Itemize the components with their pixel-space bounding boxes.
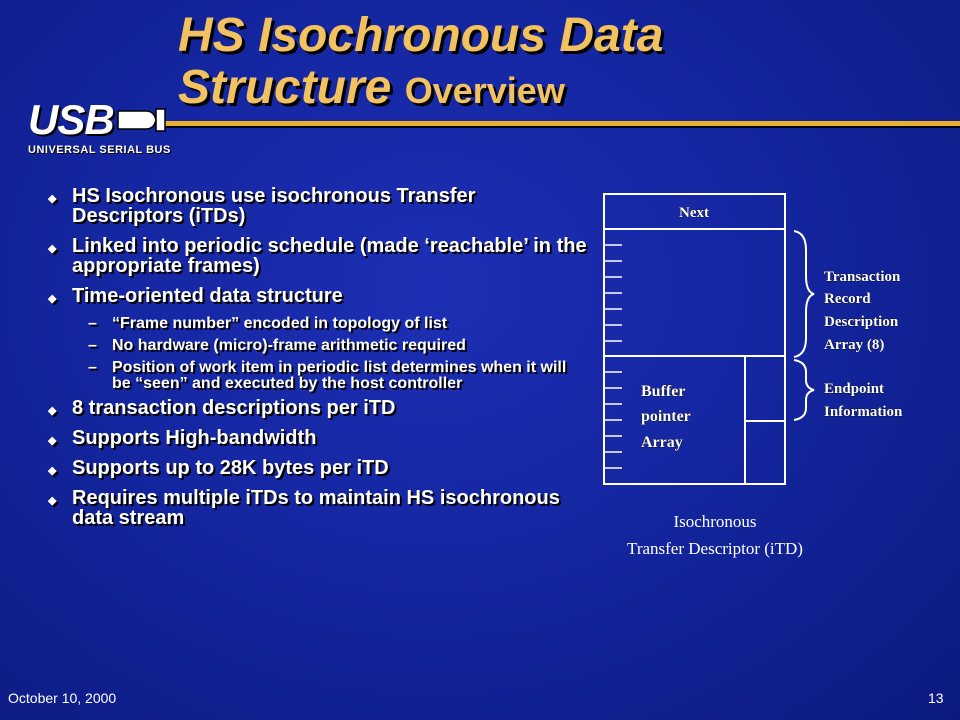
transaction-brace bbox=[794, 231, 814, 357]
diamond-bullet-icon: ◆ bbox=[48, 435, 57, 447]
footer-date: October 10, 2000 bbox=[8, 690, 117, 706]
buffer-label-3: Array bbox=[641, 434, 683, 451]
caption-line-1: Isochronous bbox=[673, 512, 757, 531]
endpoint-label-2: Information bbox=[824, 404, 903, 420]
transaction-label-3: Description bbox=[824, 314, 899, 330]
bullet-text: Time-oriented data structure bbox=[72, 285, 343, 307]
diamond-bullet-icon: ◆ bbox=[48, 293, 57, 305]
buffer-ticks bbox=[604, 372, 622, 468]
transaction-label-1: Transaction bbox=[824, 269, 901, 285]
title-line-1: HS Isochronous Data bbox=[178, 9, 664, 62]
bullet-text: 8 transaction descriptions per iTD bbox=[72, 397, 396, 419]
diamond-bullet-icon: ◆ bbox=[48, 243, 57, 255]
title-line-2: Structure bbox=[178, 61, 392, 114]
bullet-text: “Frame number” encoded in topology of list bbox=[112, 315, 448, 332]
caption-line-2: Transfer Descriptor (iTD) bbox=[627, 539, 803, 558]
diamond-bullet-icon: ◆ bbox=[48, 405, 57, 417]
endpoint-label-1: Endpoint bbox=[824, 381, 885, 397]
bullet-text: HS Isochronous use isochronous Transfer Descriptors (iTDs) bbox=[72, 185, 476, 227]
transaction-label-4: Array (8) bbox=[824, 337, 885, 353]
buffer-label-1: Buffer bbox=[641, 383, 686, 400]
diamond-bullet-icon: ◆ bbox=[48, 193, 57, 205]
page-number: 13 bbox=[928, 690, 944, 706]
dash-bullet-marker: – bbox=[88, 359, 97, 376]
transaction-ticks bbox=[604, 245, 622, 341]
bullet-text: Position of work item in periodic list determines when it will be “seen” and executed by the host controller bbox=[112, 359, 567, 392]
title-suffix: Overview bbox=[404, 70, 565, 111]
buffer-label-2: pointer bbox=[641, 408, 691, 425]
dash-bullet-marker: – bbox=[88, 315, 97, 332]
bullet-text: No hardware (micro)-frame arithmetic required bbox=[112, 337, 466, 354]
logo-text: USB bbox=[28, 96, 114, 143]
logo-subtext: UNIVERSAL SERIAL BUS bbox=[28, 144, 171, 156]
diamond-bullet-icon: ◆ bbox=[48, 465, 57, 477]
itd-outer-box bbox=[604, 194, 785, 484]
bullet-text: Linked into periodic schedule (made ‘reachable’ in the appropriate frames) bbox=[72, 235, 587, 277]
bullet-text: Supports up to 28K bytes per iTD bbox=[72, 457, 389, 479]
diamond-bullet-icon: ◆ bbox=[48, 495, 57, 507]
dash-bullet-marker: – bbox=[88, 337, 97, 354]
endpoint-brace bbox=[794, 360, 814, 420]
bullet-text: Requires multiple iTDs to maintain HS isochronous data stream bbox=[72, 487, 560, 529]
transaction-label-2: Record bbox=[824, 291, 871, 307]
bullet-text: Supports High-bandwidth bbox=[72, 427, 317, 449]
next-label: Next bbox=[679, 205, 709, 221]
